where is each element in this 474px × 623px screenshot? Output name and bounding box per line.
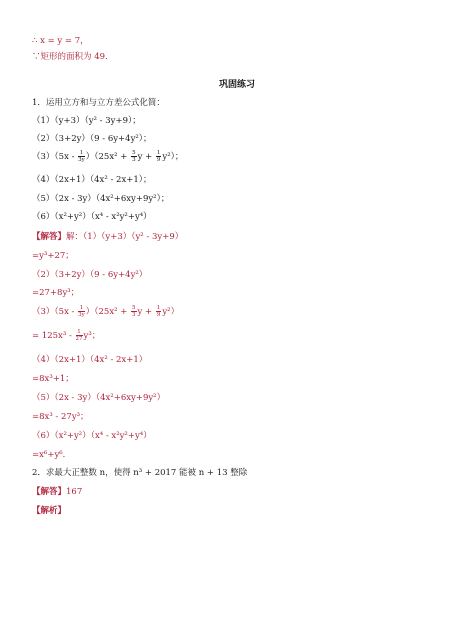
answer1-line-10: =8x³ - 27y³； — [32, 412, 89, 422]
question2-analysis — [32, 506, 66, 517]
fraction: $\frac{1}{27}$ — [75, 329, 83, 342]
question1-item-3: （3）（5x - $\frac{1}{3y}$ ）（25x² + $\frac{5}{3}$ y + $\frac{1}{9}$ y²）； — [32, 150, 184, 163]
question2-prompt: 2．求最大正整数 n，使得 n³ + 2017 能被 n + 13 整除 — [32, 468, 248, 478]
fraction: $\frac{1}{3y}$ — [78, 305, 85, 318]
answer1-line-9: （5）（2x - 3y）（4x²+6xy+9y²） — [32, 393, 166, 403]
fraction: $\frac{1}{9}$ — [156, 150, 161, 163]
answer1-line-5: （3）（5x - $\frac{1}{3y}$ ）（25x² + $\frac{5}{3}$ y + $\frac{1}{9}$ y²） — [32, 305, 180, 318]
answer1-line-12: =x⁶+y⁶． — [32, 450, 72, 460]
answer1-line-4: =27+8y³； — [32, 288, 80, 298]
fraction: $\frac{5}{3}$ — [132, 305, 136, 318]
answer1-line-6: = 125x³ - $\frac{1}{27}$ y³； — [32, 329, 101, 342]
question2-answer: 【解答】167 — [32, 487, 83, 497]
fraction: $\frac{5}{3}$ — [132, 150, 136, 163]
question1-prompt: 1．运用立方和与立方差公式化简： — [32, 98, 165, 108]
answer1-line-2: =y³+27； — [32, 251, 74, 261]
question1-item-1: （1）（y+3）（y² - 3y+9）； — [32, 116, 141, 126]
question1-item-6: （6）（x²+y²）（x⁴ - x²y²+y⁴） — [32, 212, 152, 222]
question1-item-2: （2）（3+2y）（9 - 6y+4y²）； — [32, 134, 152, 144]
analysis-tag: 【解析】 — [32, 506, 67, 516]
answer1-line-1: 【解答】解：（1）（y+3）（y² - 3y+9） — [32, 232, 184, 242]
answer1-line-3: （2）（3+2y）（9 - 6y+4y²） — [32, 270, 148, 280]
solution-area-line: ∵矩形的面积为 49. — [32, 52, 108, 62]
answer-tag: 【解答】 — [32, 232, 67, 242]
question1-item-4: （4）（2x+1）（4x² - 2x+1）； — [32, 175, 152, 185]
answer-tag: 【解答】 — [32, 487, 67, 497]
question1-item-5: （5）（2x - 3y）（4x²+6xy+9y²）； — [32, 194, 170, 204]
answer1-line-11: （6）（x²+y²）（x⁴ - x²y²+y⁴） — [32, 431, 152, 441]
solution-conclusion-line: ∴ x = y = 7， — [32, 36, 89, 46]
fraction: $\frac{1}{9}$ — [156, 305, 161, 318]
section-title: 巩固练习 — [218, 80, 255, 90]
fraction: $\frac{1}{3y}$ — [78, 150, 85, 163]
answer1-line-7: （4）（2x+1）（4x² - 2x+1） — [32, 355, 148, 365]
answer1-line-8: =8x³+1； — [32, 374, 74, 384]
